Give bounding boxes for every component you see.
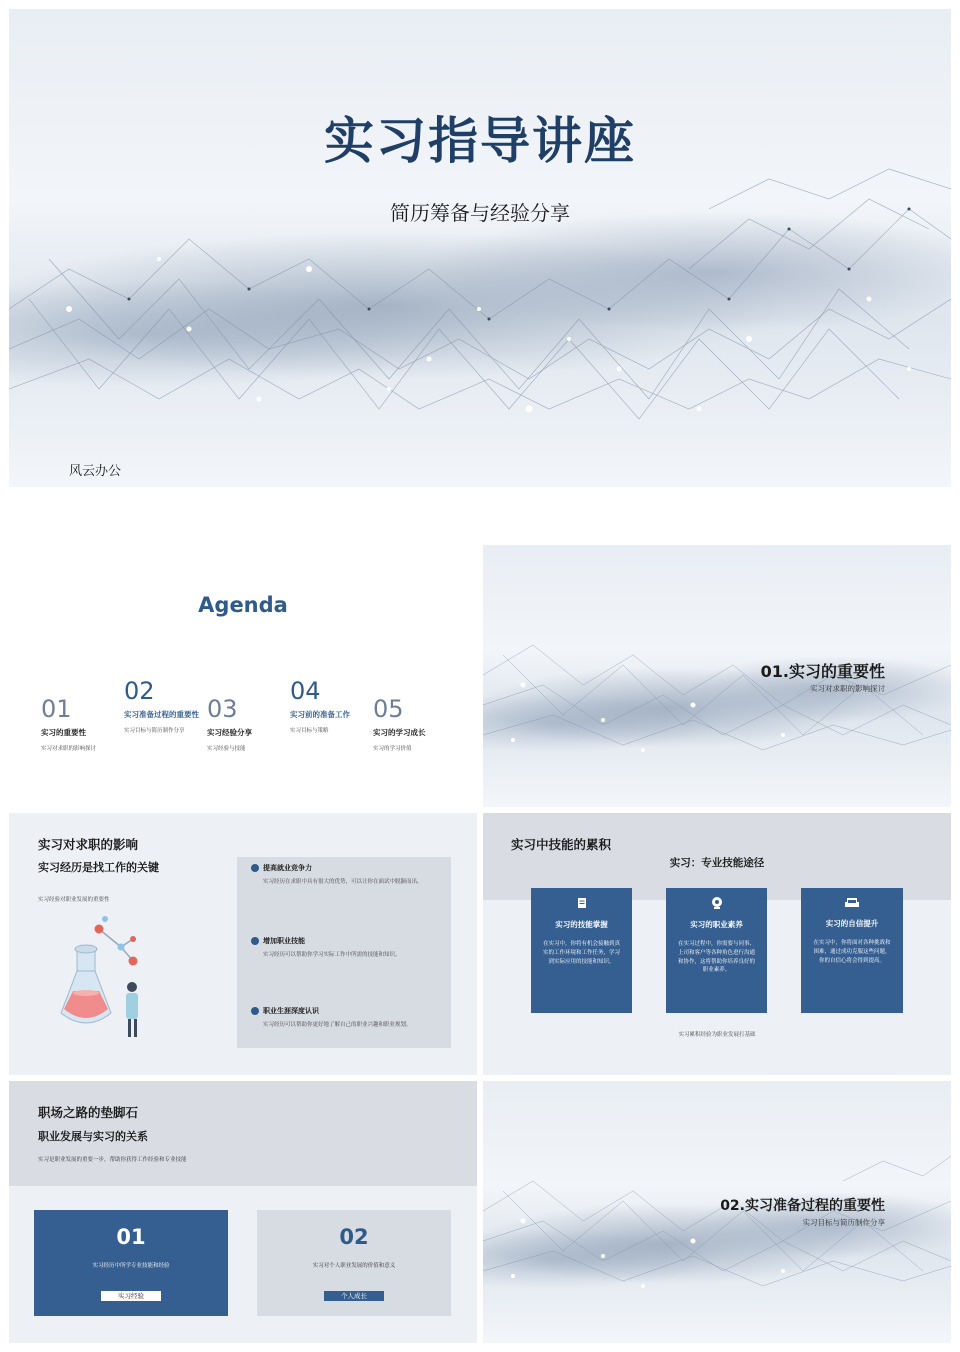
agenda-number: 05 bbox=[373, 695, 404, 723]
section2-title: 02.实习准备过程的重要性 bbox=[720, 1198, 885, 1214]
section1-slide bbox=[483, 545, 951, 807]
career-slide bbox=[9, 1081, 477, 1343]
career-box-desc: 实习经历中所学专业技能和经验 bbox=[92, 1263, 170, 1269]
skill-card-3 bbox=[801, 888, 903, 1013]
bullet-dot-icon bbox=[251, 864, 259, 872]
impact-point-desc: 实习经历可以帮助你学习实际工作中所需的技能和知识。 bbox=[263, 952, 401, 958]
sofa-icon bbox=[845, 897, 859, 909]
section1-subtitle: 实习对求职的影响探讨 bbox=[810, 684, 885, 693]
career-tag-experience: 实习经验 bbox=[101, 1291, 161, 1301]
cover-slide bbox=[9, 9, 951, 487]
skill-card-title: 实习的自信提升 bbox=[825, 919, 879, 928]
skills-title: 实习中技能的累积 bbox=[511, 837, 612, 852]
bullet-dot-icon bbox=[251, 1007, 259, 1015]
agenda-number: 04 bbox=[290, 677, 321, 705]
agenda-number: 03 bbox=[207, 695, 238, 723]
impact-point-title: 增加职业技能 bbox=[263, 937, 305, 945]
impact-title: 实习对求职的影响 bbox=[38, 837, 139, 852]
agenda-item-desc: 实习对求职的影响探讨 bbox=[41, 746, 97, 752]
skill-card-2 bbox=[666, 888, 767, 1013]
section2-subtitle: 实习目标与简历制作分享 bbox=[802, 1218, 885, 1227]
impact-point-desc: 实习经历可以帮助你更好地了解自己的职业兴趣和职业规划。 bbox=[263, 1022, 412, 1028]
agenda-slide bbox=[9, 545, 477, 807]
agenda-item-title: 实习的学习成长 bbox=[373, 728, 426, 737]
skills-slide bbox=[483, 813, 951, 1075]
section2-slide bbox=[483, 1081, 951, 1343]
impact-slide bbox=[9, 813, 477, 1075]
agenda-item-4 bbox=[290, 677, 380, 734]
agenda-number: 02 bbox=[124, 677, 155, 705]
impact-points-panel bbox=[237, 857, 451, 1048]
career-note: 实习是职业发展的重要一步，帮助你获得工作经验和专业技能 bbox=[38, 1157, 187, 1163]
career-tag-growth: 个人成长 bbox=[324, 1291, 384, 1301]
agenda-item-desc: 实习的学习价值 bbox=[373, 746, 412, 752]
impact-point-desc: 实习经历在求职中具有很大的优势，可以让你在面试中脱颖而出。 bbox=[263, 879, 423, 885]
impact-point-3 bbox=[263, 1006, 441, 1030]
agenda-item-2 bbox=[124, 677, 214, 734]
agenda-item-title: 实习准备过程的重要性 bbox=[124, 710, 199, 719]
agenda-item-desc: 实习目标与策略 bbox=[290, 728, 329, 734]
agenda-item-5 bbox=[373, 695, 463, 752]
agenda-item-title: 实习经验分享 bbox=[207, 728, 252, 737]
impact-point-1 bbox=[263, 863, 441, 887]
skill-card-1 bbox=[531, 888, 632, 1013]
career-box-number: 01 bbox=[116, 1225, 146, 1249]
webcam-icon bbox=[710, 896, 724, 910]
impact-point-title: 提高就业竞争力 bbox=[263, 864, 312, 872]
skill-card-desc: 在实习中，你将有机会接触到真实的工作环境和工作任务，学习到实际应用的技能和知识。 bbox=[543, 941, 621, 965]
career-title: 职场之路的垫脚石 bbox=[38, 1105, 139, 1120]
skills-subtitle: 实习：专业技能途径 bbox=[669, 857, 765, 869]
skill-card-desc: 在实习过程中，你需要与同事、上司和客户等各种角色进行沟通和协作，这将帮助你培养良好的职业素养。 bbox=[678, 941, 756, 974]
impact-note: 实习经验对职业发展的重要性 bbox=[38, 897, 110, 903]
network-wave-graphic bbox=[9, 9, 951, 487]
agenda-title: Agenda bbox=[198, 593, 288, 617]
skill-card-desc: 在实习中，你将面对各种挑战和困难，通过成功克服这些问题，你的自信心将会得到提高。 bbox=[813, 940, 891, 964]
cover-title: 实习指导讲座 bbox=[324, 112, 636, 170]
flask-illustration bbox=[49, 909, 159, 1043]
career-box-number: 02 bbox=[339, 1225, 369, 1249]
cover-subtitle: 简历筹备与经验分享 bbox=[390, 201, 570, 225]
impact-point-title: 职业生涯深度认识 bbox=[263, 1007, 319, 1015]
skills-footer: 实习累积经验为职业发展打基础 bbox=[678, 1032, 756, 1038]
impact-subtitle: 实习经历是找工作的关键 bbox=[38, 861, 159, 874]
skill-card-title: 实习的技能掌握 bbox=[555, 920, 608, 929]
agenda-item-desc: 实习目标与简历制作分享 bbox=[124, 728, 185, 734]
career-box-2 bbox=[257, 1210, 451, 1316]
agenda-item-3 bbox=[207, 695, 297, 752]
agenda-item-desc: 实习经验与技能 bbox=[207, 746, 246, 752]
agenda-number: 01 bbox=[41, 695, 72, 723]
cover-brand: 风云办公 bbox=[69, 464, 122, 479]
career-box-desc: 实习对个人职业发展的价值和意义 bbox=[312, 1263, 396, 1269]
career-box-1 bbox=[34, 1210, 228, 1316]
agenda-item-title: 实习的重要性 bbox=[41, 728, 86, 737]
career-subtitle: 职业发展与实习的关系 bbox=[38, 1130, 148, 1143]
section1-title: 01.实习的重要性 bbox=[760, 662, 885, 681]
agenda-item-title: 实习前的准备工作 bbox=[290, 710, 350, 719]
skill-card-title: 实习的职业素养 bbox=[690, 920, 743, 929]
agenda-item-1 bbox=[41, 695, 131, 752]
bullet-dot-icon bbox=[251, 937, 259, 945]
document-icon bbox=[576, 897, 588, 909]
impact-point-2 bbox=[263, 936, 441, 960]
